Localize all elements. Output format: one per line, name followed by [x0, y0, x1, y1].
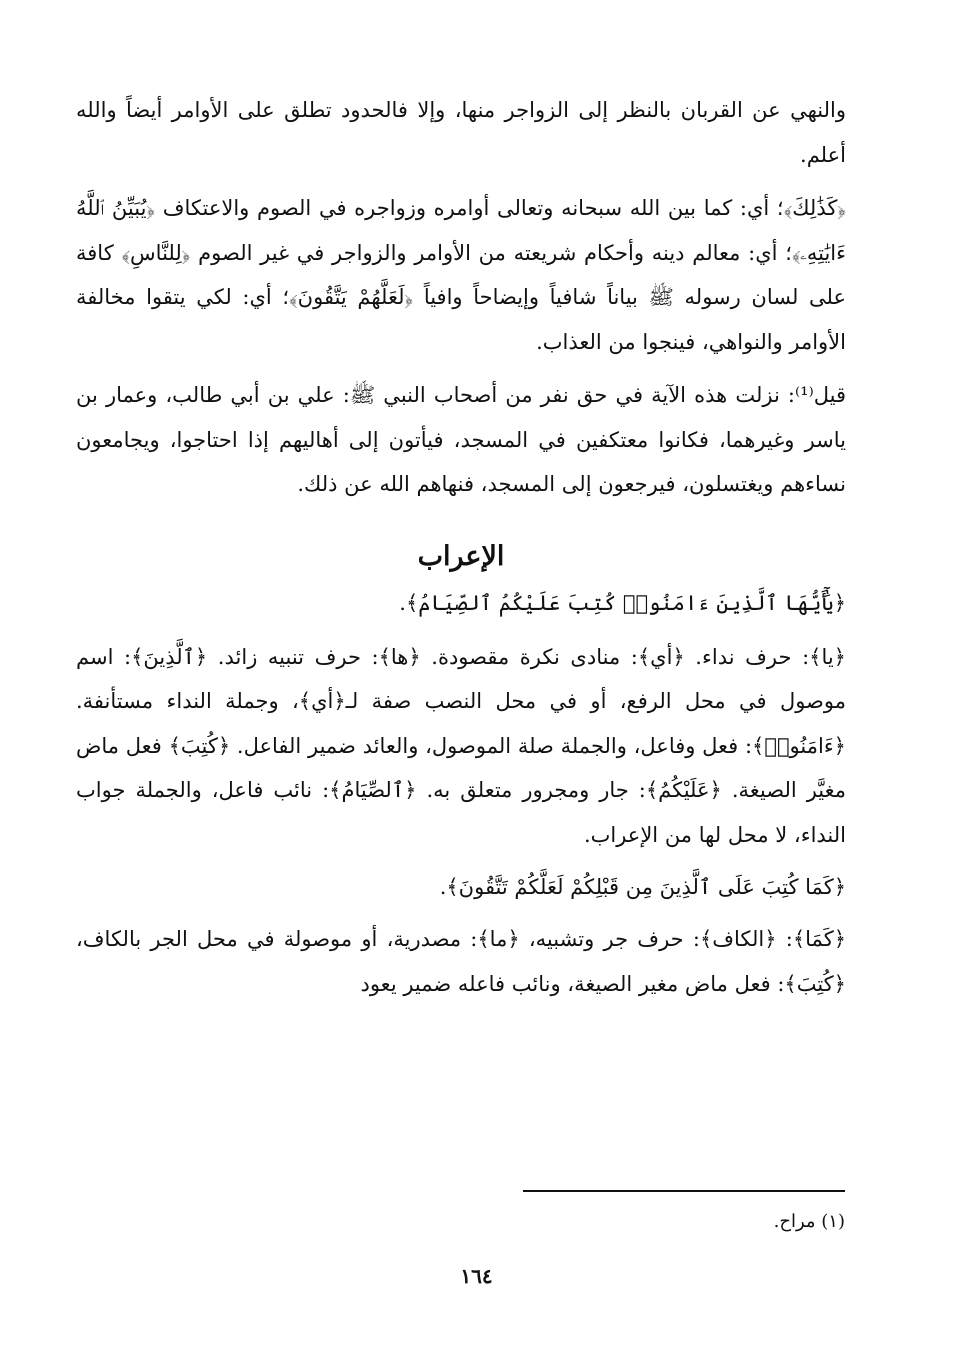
page-number: ١٦٤: [460, 1264, 493, 1288]
paragraph-revelation-cause: قيل⁽¹⁾: نزلت هذه الآية في حق نفر من أصحاب النبي ﷺ: علي بن أبي طالب، وعمار بن ياسر وغيرهما، فكانوا معتكفين في المسجد، فيأتون إلى أهاليهم إذا احتاجوا، ويجامعون نساءهم ويغتسلون، فيرجعون إلى المسجد، فنهاهم الله عن ذلك.: [76, 383, 846, 496]
paragraph-irab-two: ﴿كَمَا﴾: ﴿الكاف﴾: حرف جر وتشبيه، ﴿ما﴾: مصدرية، أو موصولة في محل الجر بالكاف، ﴿كُتِبَ﴾: فعل ماض مغير الصيغة، ونائب فاعله ضمير يعود: [76, 927, 846, 996]
quran-verse-one: ﴿يَٰٓأَيُّهَا ٱلَّذِينَ ءَامَنُوا۟ كُتِبَ عَلَيْكُمُ ٱلصِّيَامُ﴾.: [399, 590, 846, 615]
footnote-divider: [523, 1190, 845, 1192]
paragraph-irab-one: ﴿يا﴾: حرف نداء. ﴿أي﴾: منادى نكرة مقصودة. ﴿ها﴾: حرف تنبيه زائد. ﴿ٱلَّذِينَ﴾: اسم موصول في محل الرفع، أو في محل النصب صفة لـ﴿أي﴾، وجملة النداء مستأنفة. ﴿ءَامَنُوا۟﴾: فعل وفاعل، والجملة صلة الموصول، والعائد ضمير الفاعل. ﴿كُتِبَ﴾ فعل ماض مغيَّر الصيغة. ﴿عَلَيْكُمُ﴾: جار ومجرور متعلق به. ﴿ٱلصِّيَامُ﴾: نائب فاعل، والجملة جواب النداء، لا محل لها من الإعراب.: [76, 644, 846, 847]
footnote: (١) مراح.: [773, 1211, 845, 1232]
page-body: [76, 88, 846, 1006]
paragraph-tafsir-kadhalika: ﴿كَذَٰلِكَ﴾؛ أي: كما بين الله سبحانه وتعالى أوامره وزواجره في الصوم والاعتكاف ﴿يُبَيِّنُ ٱللَّهُ ءَايَٰتِهِۦ﴾؛ أي: معالم دينه وأحكام شريعته من الأوامر والزواجر في غير الصوم ﴿لِلنَّاسِ﴾ كافة على لسان رسوله ﷺ بياناً شافياً وإيضاحاً وافياً ﴿لَعَلَّهُمْ يَتَّقُونَ﴾؛ أي: لكي يتقوا مخالفة الأوامر والنواهي، فينجوا من العذاب.: [76, 196, 846, 354]
section-heading: الإعراب: [417, 540, 505, 572]
paragraph-closing-remark: والنهي عن القربان بالنظر إلى الزواجر منها، وإلا فالحدود تطلق على الأوامر أيضاً والله أعلم.: [76, 98, 846, 167]
quran-verse-two: ﴿كَمَا كُتِبَ عَلَى ٱلَّذِينَ مِن قَبْلِكُمْ لَعَلَّكُمْ تَتَّقُونَ﴾.: [439, 875, 846, 899]
